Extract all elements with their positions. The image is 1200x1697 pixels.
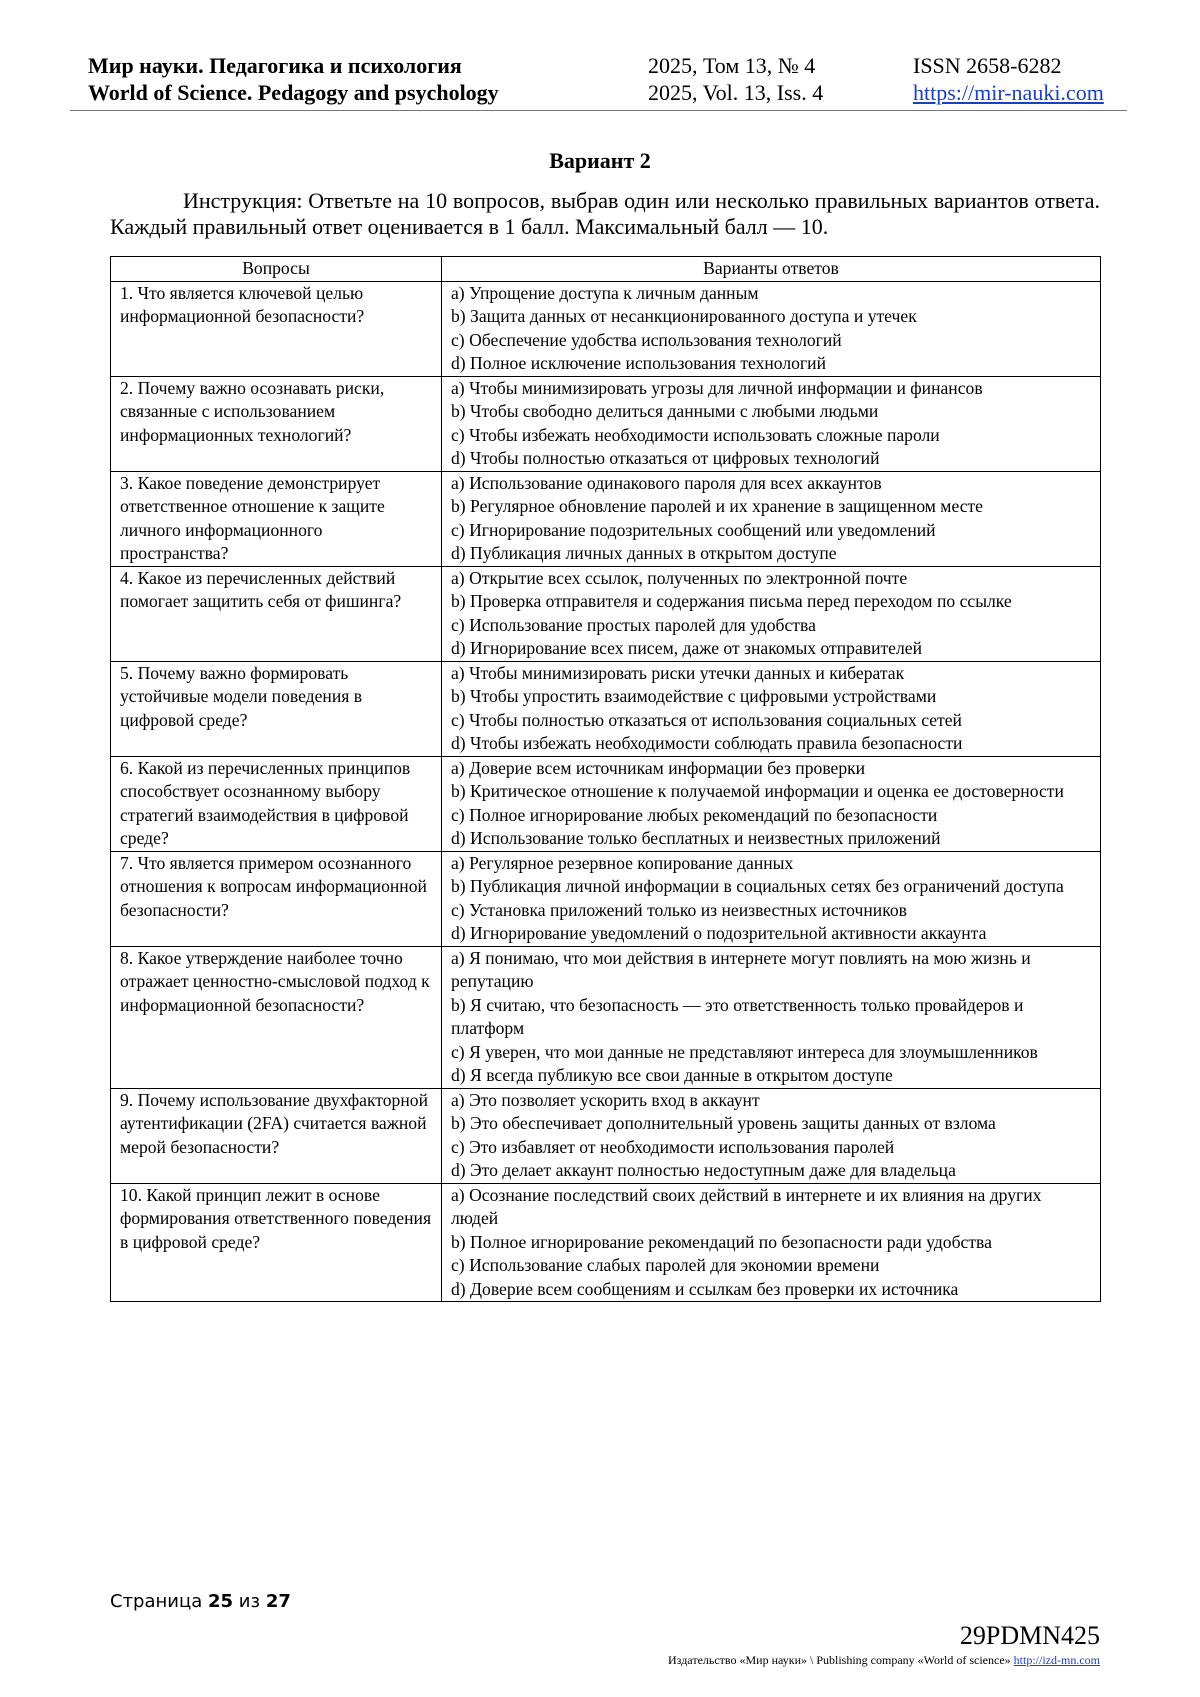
answer-option: c) Чтобы полностью отказаться от использования социальных сетей (451, 709, 962, 730)
page-word: Страница (110, 1591, 203, 1612)
publisher-link[interactable]: http://izd-mn.com (1013, 1653, 1100, 1667)
answers-cell (442, 756, 1101, 851)
answers-cell (442, 281, 1101, 376)
issue-en: 2025, Vol. 13, Iss. 4 (648, 80, 824, 105)
answer-option: a) Осознание последствий своих действий в интернете и их влияния на других людей (451, 1184, 1042, 1228)
answers-cell (442, 376, 1101, 471)
page-of: из (238, 1591, 261, 1612)
table-row (111, 376, 1101, 471)
answer-option: b) Критическое отношение к получаемой информации и оценка ее достоверности (451, 781, 1064, 801)
answer-option: b) Это обеспечивает дополнительный уровень защиты данных от взлома (451, 1113, 996, 1133)
answer-option: d) Игнорирование уведомлений о подозрительной активности аккаунта (451, 923, 987, 943)
question-cell: 7. Что является примером осознанного отношения к вопросам информационной безопасности? (111, 851, 442, 946)
journal-url-link[interactable]: https://mir-nauki.com (913, 80, 1104, 105)
table-row (111, 756, 1101, 851)
answers-cell (442, 946, 1101, 1088)
answer-option: a) Использование одинакового пароля для всех аккаунтов (451, 472, 882, 493)
table-row (111, 851, 1101, 946)
answers-cell (442, 851, 1101, 946)
answers-cell (442, 1183, 1101, 1302)
answer-option: c) Установка приложений только из неизвестных источников (451, 899, 907, 920)
page-header (70, 48, 1127, 111)
answer-option: c) Использование слабых паролей для экономии времени (451, 1255, 880, 1275)
question-cell: 4. Какое из перечисленных действий помогает защитить себя от фишинга? (111, 566, 442, 661)
question-cell: 9. Почему использование двухфакторной аутентификации (2FA) считается важной мерой безопасности? (111, 1088, 442, 1183)
question-cell: 10. Какой принцип лежит в основе формирования ответственного поведения в цифровой среде? (111, 1183, 442, 1302)
page-current: 25 (208, 1591, 234, 1612)
question-cell: 8. Какое утверждение наиболее точно отражает ценностно-смысловой подход к информационной безопасности? (111, 946, 442, 1088)
page-counter (110, 1590, 291, 1614)
answer-option: b) Полное игнорирование рекомендаций по безопасности ради удобства (451, 1231, 992, 1252)
question-cell: 1. Что является ключевой целью информационной безопасности? (111, 281, 442, 376)
column-header-questions: Вопросы (111, 257, 442, 282)
answer-option: b) Публикация личной информации в социальных сетях без ограничений доступа (451, 876, 1064, 896)
answer-option: d) Я всегда публикую все свои данные в открытом доступе (451, 1065, 893, 1085)
table-row (111, 1088, 1101, 1183)
question-cell: 5. Почему важно формировать устойчивые модели поведения в цифровой среде? (111, 661, 442, 756)
table-row (111, 946, 1101, 1088)
answer-option: d) Чтобы полностью отказаться от цифровых технологий (451, 448, 880, 468)
answer-option: a) Упрощение доступа к личным данным (451, 282, 759, 303)
answer-option: d) Полное исключение использования технологий (451, 353, 826, 373)
variant-title: Вариант 2 (549, 148, 651, 173)
answer-option: d) Чтобы избежать необходимости соблюдать правила безопасности (451, 733, 963, 753)
issn: ISSN 2658-6282 (913, 53, 1062, 78)
article-code: 29PDMN425 (959, 1621, 1100, 1650)
answer-option: a) Чтобы минимизировать угрозы для личной информации и финансов (451, 377, 983, 398)
table-row (111, 566, 1101, 661)
answer-option: c) Полное игнорирование любых рекомендаций по безопасности (451, 804, 938, 825)
answer-option: b) Чтобы упростить взаимодействие с цифровыми устройствами (451, 686, 937, 706)
issn-block (913, 52, 1104, 106)
answers-cell (442, 471, 1101, 566)
answer-option: c) Игнорирование подозрительных сообщений или уведомлений (451, 519, 936, 540)
answers-cell (442, 1088, 1101, 1183)
table-row (111, 661, 1101, 756)
answer-option: b) Я считаю, что безопасность — это ответственность только провайдеров и платформ (451, 994, 1024, 1038)
table-body (111, 281, 1101, 1302)
answer-option: b) Защита данных от несанкционированного доступа и утечек (451, 306, 917, 326)
column-header-answers: Варианты ответов (442, 257, 1101, 282)
answer-option: c) Я уверен, что мои данные не представляют интереса для злоумышленников (451, 1041, 1038, 1062)
issue-info (648, 52, 823, 106)
answer-option: b) Чтобы свободно делиться данными с любыми людьми (451, 401, 879, 421)
journal-name-ru: Мир науки. Педагогика и психология (88, 53, 462, 78)
answer-option: a) Открытие всех ссылок, полученных по электронной почте (451, 567, 908, 588)
answer-option: c) Чтобы избежать необходимости использовать сложные пароли (451, 424, 940, 445)
answer-option: a) Это позволяет ускорить вход в аккаунт (451, 1089, 760, 1110)
issue-ru: 2025, Том 13, № 4 (648, 53, 816, 78)
publisher-text: Издательство «Мир науки» \ Publishing company «World of science» (668, 1653, 1011, 1667)
answer-option: a) Доверие всем источникам информации без проверки (451, 757, 866, 778)
question-cell: 3. Какое поведение демонстрирует ответственное отношение к защите личного информационного пространства? (111, 471, 442, 566)
question-cell: 6. Какой из перечисленных принципов способствует осознанному выбору стратегий взаимодействия в цифровой среде? (111, 756, 442, 851)
answer-option: d) Использование только бесплатных и неизвестных приложений (451, 828, 941, 848)
answer-option: b) Регулярное обновление паролей и их хранение в защищенном месте (451, 496, 983, 516)
instruction-text: Инструкция: Ответьте на 10 вопросов, выбрав один или несколько правильных вариантов ответа. Каждый правильный ответ оценивается в 1 балл. Максимальный балл — 10. (110, 188, 1100, 239)
table-row (111, 1183, 1101, 1302)
answer-option: d) Публикация личных данных в открытом доступе (451, 543, 837, 563)
answer-option: a) Я понимаю, что мои действия в интернете могут повлиять на мою жизнь и репутацию (451, 947, 1031, 991)
table-header-row (111, 257, 1101, 282)
answer-option: b) Проверка отправителя и содержания письма перед переходом по ссылке (451, 591, 1012, 611)
answer-option: d) Игнорирование всех писем, даже от знакомых отправителей (451, 638, 922, 658)
question-cell: 2. Почему важно осознавать риски, связанные с использованием информационных технологий? (111, 376, 442, 471)
page-total: 27 (265, 1591, 291, 1612)
questions-table (110, 256, 1101, 1302)
answer-option: d) Доверие всем сообщениям и ссылкам без проверки их источника (451, 1278, 959, 1299)
answer-option: c) Это избавляет от необходимости использования паролей (451, 1136, 895, 1157)
answer-option: c) Использование простых паролей для удобства (451, 614, 816, 635)
table-row (111, 471, 1101, 566)
table-row (111, 281, 1101, 376)
publisher-line (668, 1652, 1100, 1668)
answers-cell (442, 566, 1101, 661)
answer-option: a) Чтобы минимизировать риски утечки данных и кибератак (451, 662, 905, 683)
journal-name (88, 52, 499, 106)
journal-name-en: World of Science. Pedagogy and psychology (88, 80, 499, 105)
answer-option: a) Регулярное резервное копирование данных (451, 852, 794, 873)
answer-option: c) Обеспечение удобства использования технологий (451, 329, 842, 350)
answers-cell (442, 661, 1101, 756)
answer-option: d) Это делает аккаунт полностью недоступным даже для владельца (451, 1160, 956, 1180)
